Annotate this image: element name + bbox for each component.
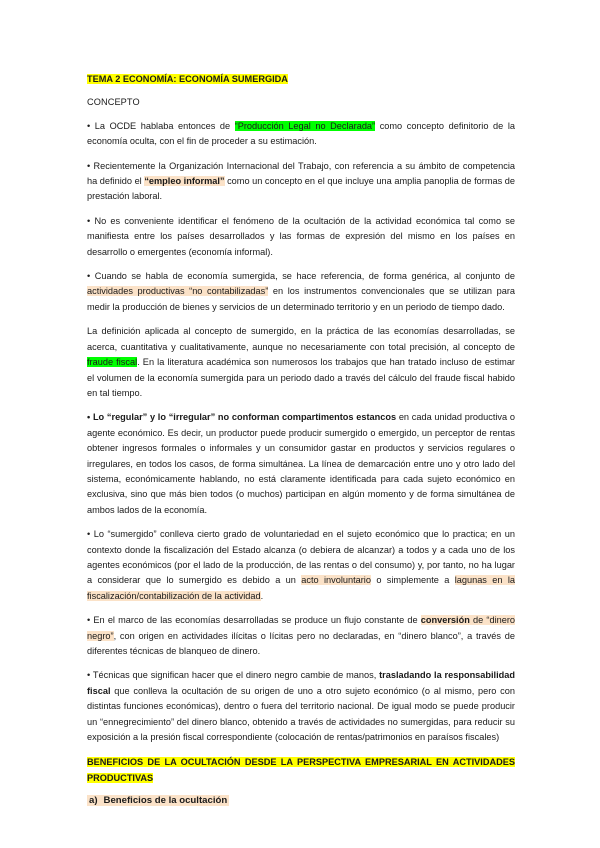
paragraph-definicion: La definición aplicada al concepto de sumergido, en la práctica de las economías desarrolladas, se acerca, cuantitativa y cualitativamente, aunque no necesariamente con total precisión, al concepto de fraude fiscal. En la literatura académica son numerosos los trabajos que han tratado incluso de estimar el volumen de la economía sumergida para un periodo dado a través del cálculo del fraude fiscal habido en tal tiempo. xyxy=(87,326,515,398)
section-label-concepto: CONCEPTO xyxy=(87,97,140,108)
highlight-acto-involuntario: acto involuntario xyxy=(301,575,371,586)
document-body xyxy=(87,72,515,809)
highlight-conversion-dinero-negro: conversión de “dinero negro” xyxy=(87,615,515,641)
highlight-lagunas-fiscalizacion: lagunas en la fiscalización/contabilización de la actividad xyxy=(87,575,515,601)
highlight-produccion-legal: “Producción Legal no Declarada” xyxy=(234,120,376,131)
title-text: TEMA 2 ECONOMÍA: ECONOMÍA SUMERGIDA xyxy=(87,74,288,84)
subheading-beneficios-ocultacion: a) Beneficios de la ocultación xyxy=(89,795,228,807)
paragraph-sumergido-voluntariedad: • Lo “sumergido” conlleva cierto grado de voluntariedad en el sujeto económico que lo practica; en un contexto donde la fiscalización del Estado alcanza (o debiera de alcanzar) a todos y a cada uno de los agentes económicos (por el lado de la producción, de las rentas o del consumo) y, por tanto, no ha lugar a considerar que lo sumergido es debido a un acto involuntario o simplemente a lagunas en la fiscalización/contabilización de la actividad. xyxy=(87,529,515,601)
paragraph-regular-irregular: • Lo “regular” y lo “irregular” no conforman compartimentos estancos en cada unidad productiva o agente económico. Es decir, un productor puede producir sumergido o emergido, un perceptor de rentas obtener ingresos formales o informales y un consumidor gastar en productos y servicios regulares o irregulares, en todos los casos, de forma simultánea. La línea de demarcación entre uno y otro lado del sistema, económicamente hablando, no está claramente identificada para cada sujeto económico en exclusiva, sino que más bien todos (o muchos) participan en algún momento y de forma simultánea de ambos lados de la economía. xyxy=(87,412,515,515)
paragraph-economia-sumergida: • Cuando se habla de economía sumergida, se hace referencia, de forma genérica, al conjunto de actividades productivas “no contabilizadas” en los instrumentos convencionales que se utilizan para medir la producción de bienes y servicios de un determinado territorio y en un periodo de tiempo dado. xyxy=(87,271,515,312)
highlight-fraude-fiscal: fraude fiscal xyxy=(87,357,138,368)
paragraph-tecnicas: • Técnicas que significan hacer que el dinero negro cambie de manos, trasladando la responsabilidad fiscal que conlleva la ocultación de su origen de uno a otro sujeto económico (o al mismo, pero con distintas funciones económicas), dentro o fuera del territorio nacional. De igual modo se puede producir un “ennegrecimiento” del dinero blanco, obtenido a través de actividades no sumergidas, para reducir su exposición a la presión fiscal correspondiente (colocación de rentas/patrimonios en paraísos fiscales) xyxy=(87,670,515,743)
paragraph-dinero-negro: • En el marco de las economías desarrolladas se produce un flujo constante de conversión de “dinero negro”, con origen en actividades ilícitas o lícitas pero no declaradas, en “dinero blanco”, a través de diferentes técnicas de blanqueo de dinero. xyxy=(87,615,515,656)
page-title xyxy=(87,72,515,87)
highlight-actividades-no-contabilizadas: actividades productivas “no contabilizadas” xyxy=(87,286,269,297)
paragraph-ocde: • La OCDE hablaba entonces de “Producción Legal no Declarada” como concepto definitorio de la economía oculta, con el fin de proceder a su estimación. xyxy=(87,120,515,147)
highlight-empleo-informal: “empleo informal” xyxy=(144,176,225,187)
paragraph-oit: • Recientemente la Organización Internacional del Trabajo, con referencia a su ámbito de competencia ha definido el “empleo informal” como un concepto en el que incluye una amplia panoplia de formas de prestación laboral. xyxy=(87,160,516,202)
section-heading-beneficios: BENEFICIOS DE LA OCULTACIÓN DESDE LA PERSPECTIVA EMPRESARIAL EN ACTIVIDADES PRODUCTIVAS xyxy=(87,757,515,783)
paragraph-ocultacion: • No es conveniente identificar el fenómeno de la ocultación de la actividad económica tal como se manifiesta entre los países desarrollados y las formas de expresión del mismo en los países en desarrollo o emergentes (economía informal). xyxy=(87,215,515,257)
